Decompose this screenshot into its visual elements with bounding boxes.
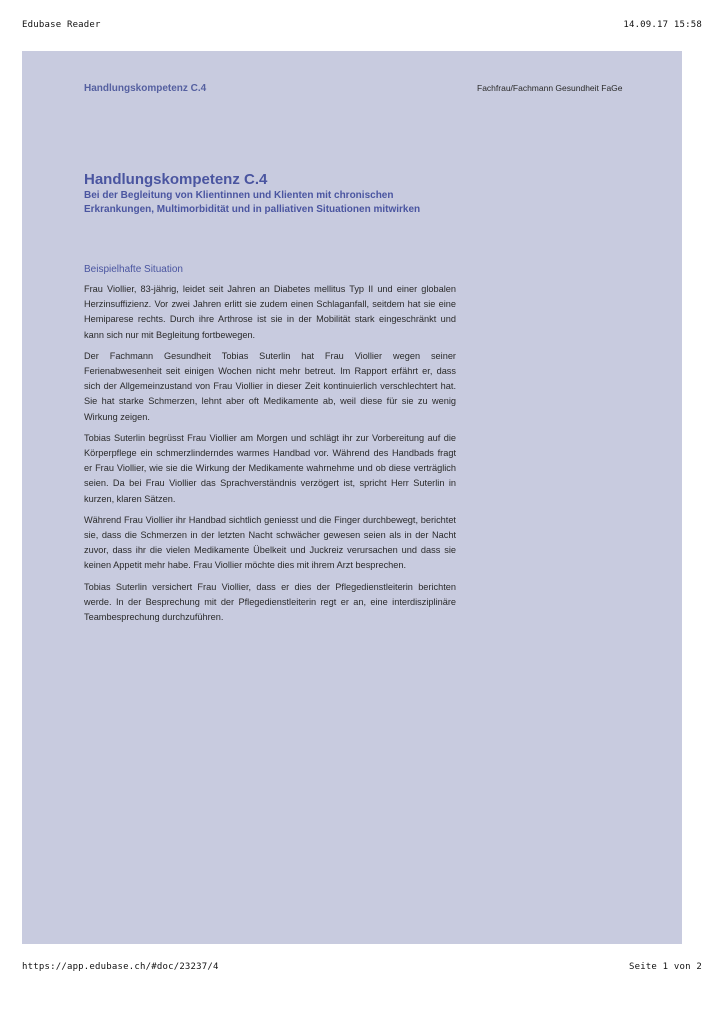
document-page (22, 51, 682, 944)
print-footer-page-indicator: Seite 1 von 2 (628, 962, 702, 972)
paragraph: Frau Viollier, 83-jährig, leidet seit Jahren an Diabetes mellitus Typ II und einer globalen Herzinsuffizienz. Vor zwei Jahren erlitt sie zudem einen Schlaganfall, seitdem hat sie eine Hemiparese rechts. Durch ihre Arthrose ist sie in der Mobilität stark eingeschränkt und kann sich nur mit Begleitung fortbewegen. (84, 284, 456, 340)
print-footer-url: https://app.edubase.ch/#doc/23237/4 (22, 962, 219, 972)
body-text (84, 282, 456, 631)
running-head-right: Fachfrau/Fachmann Gesundheit FaGe (477, 83, 623, 93)
paragraph: Tobias Suterlin versichert Frau Viollier, dass er dies der Pflegedienstleiterin berichten werde. In der Besprechung mit der Pflegedienstleiterin regt er an, eine interdisziplinäre Teambesprechung durchzuführen. (84, 581, 456, 623)
paragraph: Tobias Suterlin begrüsst Frau Viollier am Morgen und schlägt ihr zur Vorbereitung auf die Körperpflege ein schmerzlinderndes warmes Handbad vor. Während des Handbads fragt er Frau Viollier, wie sie die Wirkung der Medikamente wahrnehme und ob diese verträglich seien. Da bei Frau Viollier das Sprachverständnis verzögert ist, spricht Herr Suterlin in kurzen, klaren Sätzen. (84, 432, 456, 504)
print-header-timestamp: 14.09.17 15:58 (623, 20, 702, 30)
running-head-left: Handlungskompetenz C.4 (84, 83, 207, 94)
chapter-subtitle: Bei der Begleitung von Klientinnen und Klienten mit chronischen Erkrankungen, Multimorbidität und in palliativen Situationen mitwirken (84, 190, 421, 215)
section-heading: Beispielhafte Situation (84, 264, 183, 275)
chapter-title: Handlungskompetenz C.4 (84, 171, 268, 188)
print-header-app-title: Edubase Reader (22, 20, 101, 30)
paragraph: Der Fachmann Gesundheit Tobias Suterlin hat Frau Viollier wegen seiner Ferienabwesenheit seit einigen Wochen nicht mehr betreut. Im Rapport erfährt er, dass sich der Allgemeinzustand von Frau Viollier in dieser Zeit kontinuierlich verschlechtert hat. Sie hat starke Schmerzen, lehnt aber oft Medikamente ab, weil diese für sie zu wenig Wirkung zeigen. (84, 350, 456, 422)
paragraph: Während Frau Viollier ihr Handbad sichtlich geniesst und die Finger durchbewegt, berichtet sie, dass die Schmerzen in der letzten Nacht schwächer gewesen seien als in der Nacht zuvor, dass ihr die vielen Medikamente Übelkeit und Juckreiz verursachen und dass sie keinen Appetit mehr habe. Frau Viollier möchte dies mit ihrem Arzt besprechen. (84, 514, 456, 571)
